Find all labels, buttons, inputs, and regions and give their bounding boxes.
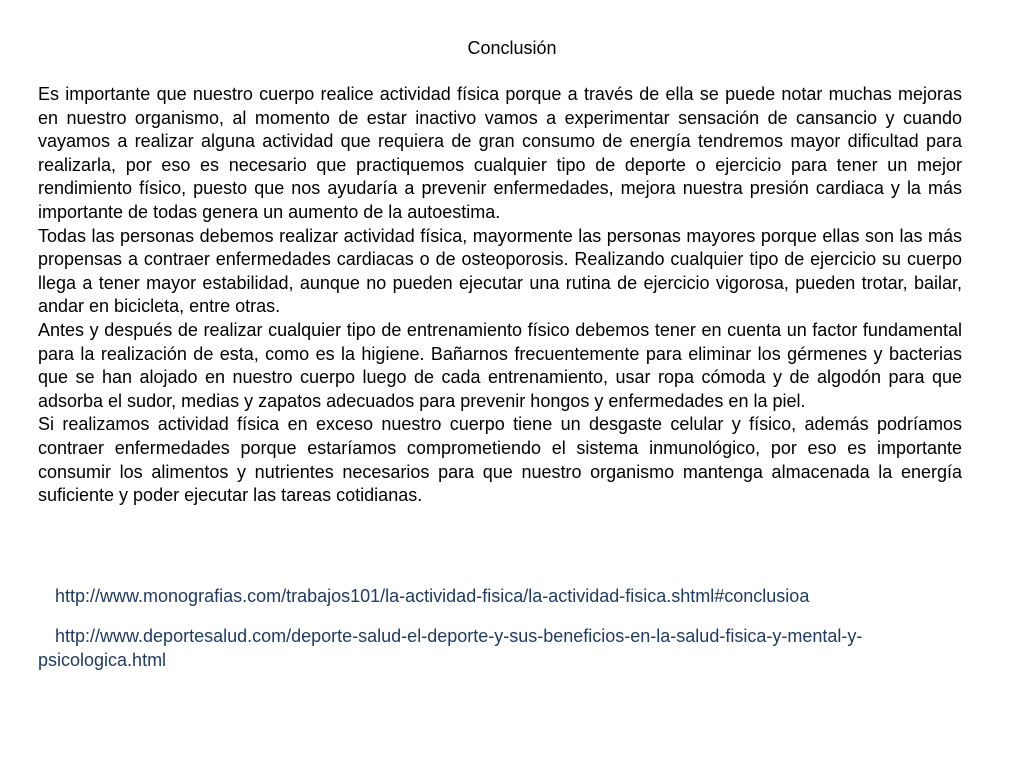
paragraph: Antes y después de realizar cualquier tipo de entrenamiento físico debemos tener en cuenta un factor fundamental para la realización de esta, como es la higiene. Bañarnos frecuentemente para eliminar los gérmenes y bacterias que se han alojado en nuestro cuerpo luego de cada entrenamiento, usar ropa cómoda y de algodón para que adsorba el sudor, medias y zapatos adecuados para prevenir hongos y enfermedades en la piel. <box>38 319 962 411</box>
source-link-deportesalud[interactable]: http://www.deportesalud.com/deporte-salud-el-deporte-y-sus-beneficios-en-la-salud-fisica-y-mental-y-psicologica.html <box>38 626 863 670</box>
conclusion-body <box>38 83 962 508</box>
paragraph: Si realizamos actividad física en exceso nuestro cuerpo tiene un desgaste celular y físico, además podríamos contraer enfermedades porque estaríamos comprometiendo el sistema inmunológico, por eso es importante consumir los alimentos y nutrientes necesarios para que nuestro organismo mantenga almacenada la energía suficiente y poder ejecutar las tareas cotidianas. <box>38 414 962 506</box>
paragraph: Es importante que nuestro cuerpo realice actividad física porque a través de ella se puede notar muchas mejoras en nuestro organismo, al momento de estar inactivo vamos a experimentar sensación de cansancio y cuando vayamos a realizar alguna actividad que requiera de gran consumo de energía tendremos mayor dificultad para realizarla, por eso es necesario que practiquemos cualquier tipo de deporte o ejercicio para tener un mejor rendimiento físico, puesto que nos ayudaría a prevenir enfermedades, mejora nuestra presión cardiaca y la más importante de todas genera un aumento de la autoestima. <box>38 84 962 222</box>
paragraph: Todas las personas debemos realizar actividad física, mayormente las personas mayores porque ellas son las más propensas a contraer enfermedades cardiacas o de osteoporosis. Realizando cualquier tipo de ejercicio su cuerpo llega a tener mayor estabilidad, aunque no pueden ejecutar una rutina de ejercicio vigorosa, pueden trotar, bailar, andar en bicicleta, entre otras. <box>38 225 962 317</box>
page-title: Conclusión <box>467 38 557 58</box>
source-link-monografias[interactable]: http://www.monografias.com/trabajos101/la-actividad-fisica/la-actividad-fisica.shtml#conclusioa <box>55 586 810 606</box>
